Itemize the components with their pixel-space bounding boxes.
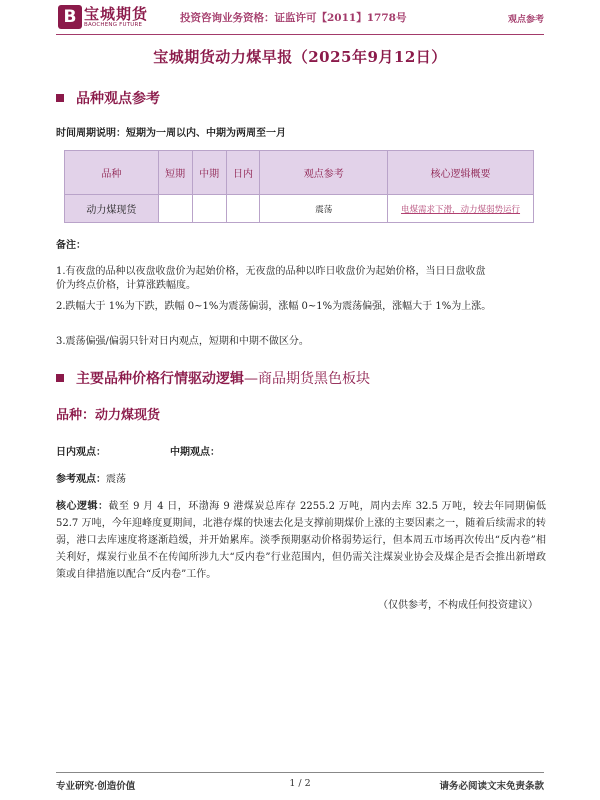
variety-value: 动力煤现货 (95, 408, 161, 423)
core-logic-paragraph (56, 498, 546, 583)
logo-english-name: BAOCHENG FUTURE (84, 22, 143, 28)
variety-heading (56, 404, 160, 423)
company-logo (58, 3, 150, 31)
section-heading-logic (56, 368, 370, 388)
page-header (0, 0, 600, 34)
remark-line-1a: 1.有夜盘的品种以夜盘收盘价为起始价格，无夜盘的品种以昨日收盘价为起始价格，当日日盘收盘 (56, 266, 486, 277)
section-square-icon (56, 94, 64, 102)
header-cell-variety: 品种 (65, 151, 159, 195)
remark-line-2: 2.跌幅大于 1%为下跌，跌幅 0~1%为震荡偏弱，涨幅 0~1%为震荡偏强，涨幅大于 1%为上涨。 (56, 301, 492, 312)
views-table (64, 150, 534, 223)
report-title: 宝城期货动力煤早报（2025年9月12日） (153, 48, 447, 66)
mid-view-label: 中期观点： (170, 447, 220, 458)
cell-intraday (226, 195, 260, 223)
core-logic-label: 核心逻辑： (56, 501, 109, 512)
period-note: 时间周期说明：短期为一周以内、中期为两周至一月 (56, 128, 286, 139)
logic-summary-link[interactable]: 电煤需求下滑，动力煤弱势运行 (401, 204, 521, 215)
reference-view-label: 参考观点： (56, 474, 106, 485)
qualification-text: 投资咨询业务资格：证监许可【2011】1778号 (180, 12, 407, 24)
core-logic-text: 截至 9 月 4 日，环渤海 9 港煤炭总库存 2255.2 万吨，周内去库 32.5 万吨，较去年同期偏低 52.7 万吨，今年迎峰度夏期间，北港存煤的快速去化是支撑前期煤价上涨的主要因素之一，随着后续需求的转弱，港口去库速度将逐渐趋缓，并开始累库。淡季预期驱动价格弱势运行，但本周五市场再次传出“反内卷”相关利好，煤炭行业虽不在传闻所涉九大“反内卷”行业范围内，但仍需关注煤炭业协会及煤企是否会推出新增政策或自律措施以配合“反内卷”工作。 (56, 501, 546, 580)
logo-mark-icon: B (58, 5, 82, 29)
page-number: 1 / 2 (289, 778, 311, 789)
cell-logic (388, 195, 534, 223)
remark-line-1b: 价为终点价格，计算涨跌幅度。 (56, 280, 196, 291)
logo-chinese-name: 宝城期货 (84, 5, 149, 23)
variety-label: 品种： (56, 408, 96, 423)
cell-short (158, 195, 192, 223)
cell-mid (192, 195, 226, 223)
reference-view (56, 470, 126, 485)
footer-slogan: 专业研究·创造价值 (56, 781, 136, 792)
cell-view: 震荡 (260, 195, 388, 223)
header-cell-logic: 核心逻辑概要 (388, 151, 534, 195)
section-square-icon (56, 374, 64, 382)
section-subtitle: —商品期货黑色板块 (244, 371, 370, 387)
remark-line-3: 3.震荡偏强/偏弱只针对日内观点，短期和中期不做区分。 (56, 336, 309, 347)
header-cell-intraday: 日内 (226, 151, 260, 195)
header-right-label: 观点参考 (507, 15, 544, 25)
reference-view-value: 震荡 (106, 474, 126, 485)
header-cell-view: 观点参考 (260, 151, 388, 195)
remarks-label: 备注： (56, 240, 86, 251)
disclaimer-note: （仅供参考，不构成任何投资建议） (378, 600, 538, 611)
table-header-row (65, 151, 534, 195)
header-cell-mid: 中期 (192, 151, 226, 195)
cell-variety: 动力煤现货 (65, 195, 159, 223)
header-divider (56, 34, 544, 35)
section-title: 主要品种价格行情驱动逻辑 (76, 371, 244, 387)
section-heading-views (56, 88, 160, 108)
intraday-view-label: 日内观点： (56, 447, 106, 458)
header-cell-short: 短期 (158, 151, 192, 195)
footer-divider (56, 772, 544, 773)
section-title: 品种观点参考 (76, 91, 160, 107)
table-row (65, 195, 534, 223)
footer-disclaimer-note: 请务必阅读文末免责条款 (439, 781, 544, 792)
